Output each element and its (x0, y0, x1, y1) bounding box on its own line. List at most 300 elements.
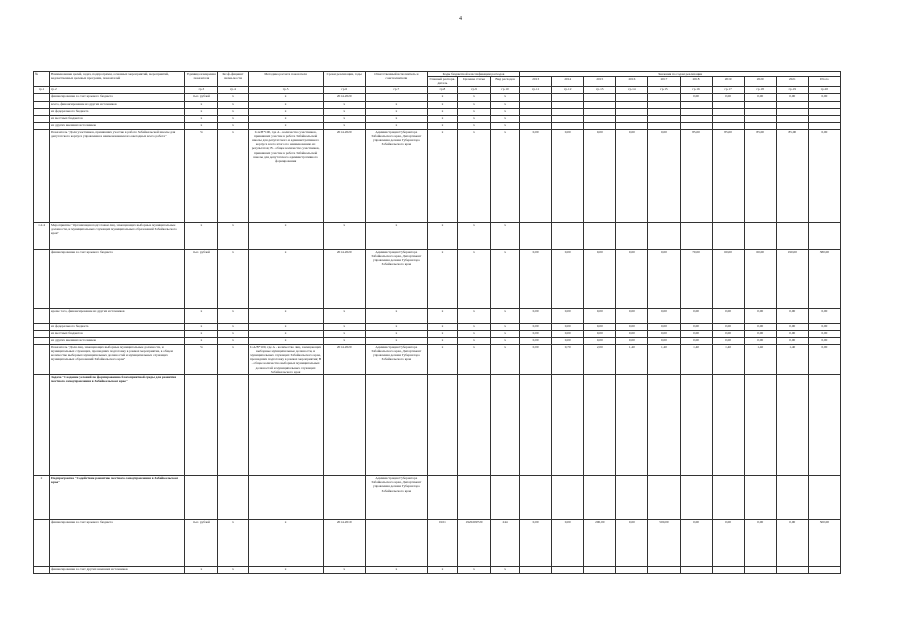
table-row (34, 129, 841, 222)
cell-num (34, 520, 50, 567)
cell-c3: х (491, 222, 520, 249)
cell-name: из местных бюджетов (50, 115, 185, 122)
cell-c3: х (491, 330, 520, 337)
cell-term: х (323, 337, 365, 344)
header-codes: Коды бюджетной классификации расходов (427, 72, 519, 77)
cell-name: Задача "Создание условий по формированию благоприятной среды для развития местного самоуправления в Забайкальском крае" (50, 375, 185, 476)
cell-c3 (491, 375, 520, 476)
cell-c3: х (491, 344, 520, 374)
cell-value (584, 375, 616, 476)
cell-method: х (248, 108, 323, 115)
cell-method: х (248, 337, 323, 344)
cell-method: х (248, 122, 323, 129)
cell-value (648, 101, 680, 108)
cell-num (34, 344, 50, 374)
cell-value (680, 375, 712, 476)
cell-c3: 244 (491, 520, 520, 567)
cell-c1: х (427, 337, 457, 344)
header-name: Наименование целей, задач, подпрограмм, основных мероприятий, мероприятий, ведомственных целевых программ, показателей (50, 72, 185, 87)
cell-c3 (491, 476, 520, 520)
cell-value: 0,00 (520, 330, 552, 337)
cell-method (248, 375, 323, 476)
cell-value (584, 567, 616, 574)
cell-term: х (323, 122, 365, 129)
cell-value: 1,40 (712, 344, 744, 374)
cell-value: 200,00 (584, 520, 616, 567)
cell-value (680, 476, 712, 520)
cell-value (616, 93, 648, 101)
cell-resp: Администрация Губернатора Забайкальского края, Департамент управления делами Губернатора Забайкальского края (365, 344, 427, 374)
cell-num (34, 567, 50, 574)
cell-value (712, 101, 744, 108)
cell-method: х (248, 308, 323, 323)
cell-value: 0,00 (648, 249, 680, 308)
cell-coef: х (218, 330, 248, 337)
cell-value: 0,00 (648, 308, 680, 323)
cell-num (34, 330, 50, 337)
cell-coef: х (218, 101, 248, 108)
cell-value (584, 115, 616, 122)
cell-value (744, 108, 776, 115)
cell-num (34, 323, 50, 330)
cell-value: 1,40 (648, 344, 680, 374)
cell-resp: х (365, 330, 427, 337)
cell-term: 2014-2020 (323, 249, 365, 308)
cell-value (520, 108, 552, 115)
cell-value (616, 101, 648, 108)
cell-term (323, 476, 365, 520)
cell-value (744, 122, 776, 129)
cell-c1: х (427, 129, 457, 222)
cell-c3: х (491, 115, 520, 122)
cell-value: 0,00 (648, 337, 680, 344)
cell-value (584, 122, 616, 129)
cell-value: 0,00 (712, 520, 744, 567)
cell-method (248, 476, 323, 520)
cell-name: кроме того, финансирование из других источников (50, 308, 185, 323)
cell-c3: х (491, 129, 520, 222)
cell-value: 0,00 (776, 308, 808, 323)
cell-value (616, 476, 648, 520)
table-row (34, 101, 841, 108)
cell-value (648, 567, 680, 574)
cell-num (34, 249, 50, 308)
cell-value: 0,00 (616, 330, 648, 337)
header-year: 2018 (680, 77, 712, 86)
cell-value: 0,00 (744, 308, 776, 323)
cell-method: х (248, 249, 323, 308)
cell-name: из федерального бюджета (50, 108, 185, 115)
cell-value (648, 122, 680, 129)
cell-term: х (323, 101, 365, 108)
cell-value (552, 122, 584, 129)
cell-value (776, 101, 808, 108)
header-coef: Коэф-фициент значи-мости (218, 72, 248, 87)
cell-value (680, 222, 712, 249)
cell-unit: х (185, 330, 218, 337)
cell-coef: х (218, 520, 248, 567)
col-number: гр.6 (323, 86, 365, 93)
cell-method: х (248, 93, 323, 101)
cell-unit: % (185, 344, 218, 374)
header-code-kind: Вид расходов (491, 77, 520, 86)
col-number: гр.15 (648, 86, 680, 93)
cell-coef: х (218, 115, 248, 122)
cell-num: 2 (34, 476, 50, 520)
col-number: гр.17 (712, 86, 744, 93)
cell-value (584, 101, 616, 108)
cell-c1: х (427, 122, 457, 129)
cell-c2: х (457, 308, 490, 323)
cell-resp: х (365, 115, 427, 122)
cell-value (616, 567, 648, 574)
cell-name: финансирование за счет краевого бюджета (50, 520, 185, 567)
cell-c2 (457, 476, 490, 520)
cell-num (34, 122, 50, 129)
cell-resp: х (365, 567, 427, 574)
cell-value (776, 476, 808, 520)
table-row (34, 222, 841, 249)
cell-value (776, 567, 808, 574)
col-number: гр.1 (34, 86, 50, 93)
cell-resp: х (365, 108, 427, 115)
cell-value: 0,00 (744, 520, 776, 567)
cell-num (34, 375, 50, 476)
cell-c2: х (457, 249, 490, 308)
cell-coef (218, 476, 248, 520)
cell-c1: х (427, 93, 457, 101)
cell-value: 0,00 (616, 323, 648, 330)
cell-method: I=A/B*100, где А - количество лиц, замещающих выборные муниципальные должности, и муниципальных служащих Забайкальского края, прошедших подготовку в рамках мероприятия; В - общее количество выборных муниципальных должностей и муниципальных служащих Забайкальского края (249, 344, 322, 374)
cell-resp: Администрация Губернатора Забайкальского края, Департамент управления делами Губернатора Забайкальского края (365, 129, 427, 222)
cell-value: 190,00 (776, 249, 808, 308)
cell-value (552, 375, 584, 476)
cell-method: х (248, 330, 323, 337)
cell-c2: х (457, 122, 490, 129)
cell-value (648, 476, 680, 520)
cell-value (520, 115, 552, 122)
cell-value (616, 222, 648, 249)
cell-method: х (248, 101, 323, 108)
cell-c2: х (457, 222, 490, 249)
cell-term: 2014-2020 (323, 93, 365, 101)
header-year: 2016 (616, 77, 648, 86)
cell-value: 0,00 (552, 323, 584, 330)
cell-value (776, 375, 808, 476)
cell-value: 0,00 (744, 93, 776, 101)
cell-c3: х (491, 249, 520, 308)
cell-value: 0,00 (552, 330, 584, 337)
cell-method: х (248, 115, 323, 122)
header-year: 2019 (712, 77, 744, 86)
cell-value: 0,00 (808, 93, 840, 101)
cell-c3: х (491, 308, 520, 323)
cell-value: 60,00 (744, 249, 776, 308)
cell-coef: х (218, 308, 248, 323)
cell-coef: х (218, 249, 248, 308)
cell-num (34, 101, 50, 108)
cell-value: 0,00 (552, 520, 584, 567)
cell-resp: х (365, 122, 427, 129)
cell-value: 0,00 (520, 129, 552, 222)
cell-name: из местных бюджетов (50, 330, 185, 337)
cell-value: 0,00 (584, 323, 616, 330)
header-year: 2017 (648, 77, 680, 86)
cell-value: 0,00 (808, 129, 840, 222)
cell-value: 0,00 (680, 520, 712, 567)
cell-resp (365, 520, 427, 567)
cell-coef: х (218, 337, 248, 344)
cell-value (680, 101, 712, 108)
cell-method: х (248, 323, 323, 330)
cell-value: 0,00 (648, 129, 680, 222)
cell-value: 0,00 (776, 330, 808, 337)
cell-value (520, 375, 552, 476)
col-number: гр.12 (552, 86, 584, 93)
cell-unit: х (185, 567, 218, 574)
cell-term: х (323, 108, 365, 115)
cell-value: 0,00 (712, 330, 744, 337)
cell-c3: х (491, 567, 520, 574)
cell-name: финансирование за счет краевого бюджета (50, 93, 185, 101)
cell-c1: х (427, 308, 457, 323)
cell-c1: х (427, 567, 457, 574)
cell-value: 2,00 (584, 344, 616, 374)
cell-unit: тыс. рублей (185, 249, 218, 308)
cell-c1 (427, 375, 457, 476)
cell-value (776, 222, 808, 249)
cell-value: 0,00 (808, 344, 840, 374)
cell-unit: % (185, 129, 218, 222)
cell-name: из других внешних источников (50, 337, 185, 344)
cell-value: 0,00 (776, 323, 808, 330)
cell-value (552, 115, 584, 122)
cell-value (584, 222, 616, 249)
cell-value (520, 567, 552, 574)
cell-coef: х (218, 323, 248, 330)
cell-coef: х (218, 129, 248, 222)
cell-value: 1,40 (680, 344, 712, 374)
cell-value (744, 101, 776, 108)
cell-value: 0,00 (584, 129, 616, 222)
header-year: 2015 (584, 77, 616, 86)
cell-value: 0,00 (776, 93, 808, 101)
cell-value: 0,00 (520, 337, 552, 344)
cell-value (808, 115, 840, 122)
cell-value: 0,00 (808, 323, 840, 330)
cell-c1 (427, 476, 457, 520)
cell-c3: х (491, 122, 520, 129)
cell-value (616, 115, 648, 122)
cell-value: 0,00 (520, 344, 552, 374)
cell-value: 0,00 (616, 520, 648, 567)
cell-c2: х (457, 93, 490, 101)
cell-value (808, 375, 840, 476)
cell-c2: х (457, 567, 490, 574)
cell-num (34, 108, 50, 115)
cell-value: 0,00 (520, 520, 552, 567)
cell-num (34, 129, 50, 222)
cell-resp: Администрация Губернатора Забайкальского края, Департамент управления делами Губернатора Забайкальского края (365, 476, 427, 520)
cell-resp: Администрация Губернатора Забайкальского края, Департамент управления делами Губернатора Забайкальского края (365, 249, 427, 308)
cell-method: х (248, 520, 323, 567)
cell-name: Показатель "Доля участников, принявших участие в работе Забайкальской школы для депутатского корпуса управления в наименованием из ежегодных всего работе" (50, 129, 185, 222)
cell-value: 85,00 (712, 129, 744, 222)
table-row (34, 344, 841, 374)
cell-num (34, 308, 50, 323)
cell-value (584, 108, 616, 115)
cell-name: из федерального бюджета (50, 323, 185, 330)
table-row (34, 337, 841, 344)
cell-value (680, 567, 712, 574)
cell-c1: х (427, 330, 457, 337)
cell-value: 85,00 (680, 129, 712, 222)
cell-value (808, 108, 840, 115)
col-number: гр.13 (584, 86, 616, 93)
cell-value (552, 93, 584, 101)
cell-value (680, 122, 712, 129)
cell-coef: х (218, 344, 248, 374)
cell-name: финансирование за счет других внешних источников (50, 567, 185, 574)
cell-num (34, 337, 50, 344)
cell-name: Показатель "Доля лиц, замещающих выборные муниципальные должности, и муниципальных служащих, прошедших подготовку в рамках мероприятия, в общем количестве выборных муниципальных должностей и муниципальных служащих муниципальных образований Забайкальского края" (50, 344, 185, 374)
cell-value (584, 476, 616, 520)
cell-value (744, 115, 776, 122)
cell-unit: х (185, 115, 218, 122)
cell-value (712, 115, 744, 122)
table-row (34, 308, 841, 323)
cell-value: 0,00 (808, 308, 840, 323)
cell-value (744, 375, 776, 476)
cell-resp (365, 375, 427, 476)
header-unit: Единица измерения показателя (185, 72, 218, 87)
cell-term: 2014-2019 (323, 520, 365, 567)
cell-value (808, 122, 840, 129)
cell-c2: х (457, 108, 490, 115)
cell-value: 0,00 (680, 93, 712, 101)
cell-value (552, 222, 584, 249)
cell-value: 0,00 (616, 249, 648, 308)
cell-c2: х (457, 101, 490, 108)
cell-c1: 0101 (427, 520, 457, 567)
col-number: гр.11 (520, 86, 552, 93)
cell-value: 0,70 (552, 344, 584, 374)
cell-value (520, 222, 552, 249)
cell-value (520, 476, 552, 520)
cell-value: 0,00 (584, 308, 616, 323)
cell-value (712, 108, 744, 115)
cell-value: 0,00 (584, 337, 616, 344)
cell-value (744, 222, 776, 249)
cell-value (648, 93, 680, 101)
cell-unit: х (185, 308, 218, 323)
cell-value (712, 476, 744, 520)
cell-unit: тыс. рублей (185, 93, 218, 101)
header-resp: Ответственный исполнитель и соисполнители (365, 72, 427, 87)
cell-value (520, 101, 552, 108)
table-row (34, 330, 841, 337)
cell-c1: х (427, 222, 457, 249)
cell-value: 0,00 (616, 129, 648, 222)
col-number: гр.8 (427, 86, 457, 93)
cell-value: 0,00 (680, 337, 712, 344)
cell-value (808, 222, 840, 249)
cell-resp: х (365, 222, 427, 249)
table-row (34, 375, 841, 476)
page-number: 4 (459, 16, 462, 22)
cell-value: 1,40 (616, 344, 648, 374)
cell-value (680, 108, 712, 115)
header-method: Методика расчета показателя (248, 72, 323, 87)
cell-c2: х (457, 115, 490, 122)
col-number: гр.19 (776, 86, 808, 93)
cell-value: 0,00 (584, 330, 616, 337)
cell-value: 1,40 (776, 344, 808, 374)
cell-method: х (248, 222, 323, 249)
cell-value: 0,00 (712, 337, 744, 344)
cell-value (744, 476, 776, 520)
table-row (34, 108, 841, 115)
cell-c2: х (457, 330, 490, 337)
cell-value (648, 115, 680, 122)
cell-value: 0,00 (680, 308, 712, 323)
cell-value (520, 122, 552, 129)
cell-name: Подпрограмма "Содействие развитию местного самоуправления в Забайкальском крае" (50, 476, 185, 520)
cell-c3: х (491, 108, 520, 115)
cell-value (616, 108, 648, 115)
cell-coef: х (218, 122, 248, 129)
cell-c2: х (457, 344, 490, 374)
cell-coef (218, 375, 248, 476)
cell-c2: 1920209720 (457, 520, 490, 567)
cell-name: Мероприятие "Организация подготовки лиц, замещающих выборные муниципальные должности, и муниципальных служащих муниципальных образований Забайкальского края" (50, 222, 185, 249)
table-row (34, 93, 841, 101)
program-table (33, 71, 841, 574)
cell-value: 85,00 (776, 129, 808, 222)
table-row (34, 249, 841, 308)
cell-value (648, 375, 680, 476)
cell-resp: х (365, 308, 427, 323)
header-values: Значения по годам реализации (520, 72, 841, 77)
cell-value (776, 108, 808, 115)
table-row (34, 567, 841, 574)
cell-name: всего, финансирование из других источников (50, 101, 185, 108)
cell-name: из других внешних источников (50, 122, 185, 129)
col-number: гр.9 (457, 86, 490, 93)
table-row (34, 122, 841, 129)
cell-coef: х (218, 93, 248, 101)
cell-value (552, 101, 584, 108)
header-code-admin: Главный распоря-дитель (427, 77, 457, 86)
cell-value (744, 567, 776, 574)
cell-term: х (323, 308, 365, 323)
cell-value: 60,00 (712, 249, 744, 308)
cell-c3: х (491, 101, 520, 108)
col-number: гр.3 (185, 86, 218, 93)
cell-c3: х (491, 93, 520, 101)
cell-value: 70,00 (680, 249, 712, 308)
cell-value: 380,00 (808, 249, 840, 308)
cell-num (34, 115, 50, 122)
cell-resp: х (365, 323, 427, 330)
cell-value (680, 115, 712, 122)
cell-value (776, 122, 808, 129)
cell-value: 0,00 (552, 337, 584, 344)
header-num: № (34, 72, 50, 87)
cell-value (648, 222, 680, 249)
cell-method: I=A/B*100, где А - количество участников, принявших участие в работе Забайкальской школы для депутатского и административного корпуса всего итого по наименованию из результатов; В - общее количество участников, принявших участие в работе Забайкальской школы для депутатского административного формирования (248, 129, 323, 222)
cell-unit (185, 375, 218, 476)
